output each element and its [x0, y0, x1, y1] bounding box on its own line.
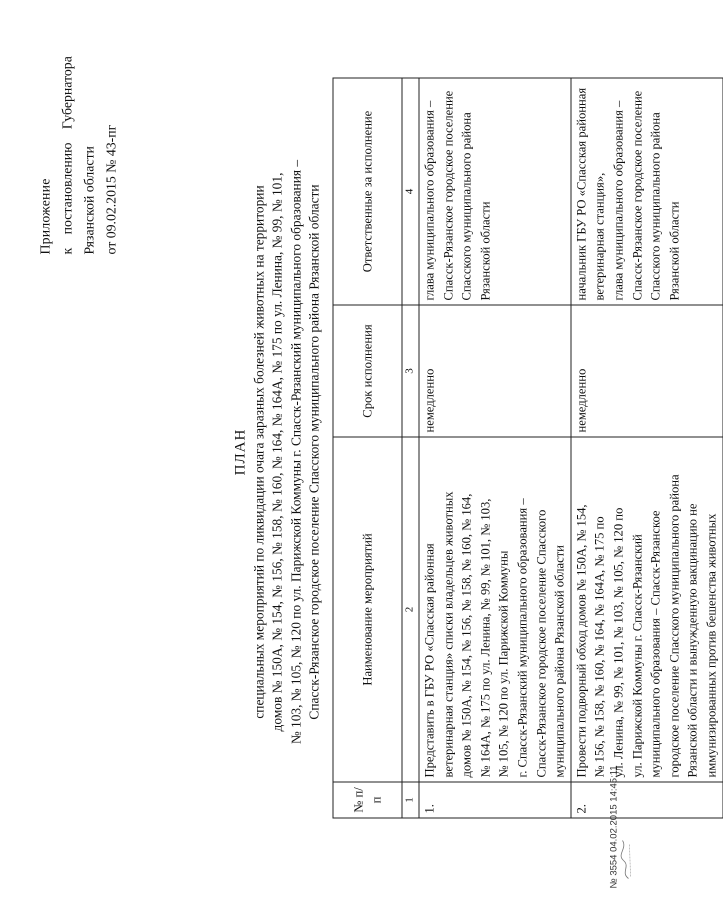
action-line: Рязанской области и вынужденную вакцинацию не — [685, 503, 700, 778]
responsible-line: Рязанской области — [667, 201, 682, 301]
table-row — [571, 78, 723, 818]
action-line: ул. Ленина, № 99, № 101, № 103, № 105, № 120 по — [611, 507, 626, 778]
action-line: муниципального образования – Спасск-Рязанское — [648, 510, 663, 778]
action-line: муниципального района Рязанской области — [552, 545, 567, 778]
responsible-line: ветеринарная станция», — [592, 172, 607, 301]
plan-table — [333, 78, 723, 819]
row-responsible — [419, 78, 571, 305]
action-line: № 105, № 120 по ул. Парижской Коммуны — [496, 550, 511, 778]
responsible-line: глава муниципального образования – — [422, 100, 437, 301]
action-line: № 156, № 158, № 160, № 164, № 164А, № 175 по — [592, 516, 607, 778]
appendix-line-2: к постановлению Губернатора — [59, 56, 75, 255]
column-number-row — [402, 78, 419, 818]
plan-subtitle-line-2: домов № 150А, № 154, № 156, № 158, № 160, № 164, № 164А, № 175 по ул. Ленина, № 99, № 101, — [269, 172, 285, 732]
appendix-line-4: от 09.02.2015 № 43-пг — [103, 124, 119, 255]
action-line: г. Спасск-Рязанский муниципального образования – — [515, 498, 530, 778]
appendix-line-1: Приложение — [37, 178, 53, 255]
responsible-line: Спасск-Рязанское городское поселение — [441, 90, 456, 301]
responsible-line: Рязанской области — [478, 201, 493, 301]
row-action — [419, 437, 571, 782]
responsible-line: глава муниципального образования – — [611, 100, 626, 301]
responsible-line: Спасского муниципального района — [648, 112, 663, 301]
action-line: иммунизированных против бешенства животных — [704, 513, 719, 778]
row-deadline: немедленно — [419, 305, 571, 437]
action-line: Спасск-Рязанское городское поселение Спасского — [534, 509, 549, 778]
action-line: домов № 150А, № 154, № 156, № 158, № 160, № 164, — [459, 493, 474, 778]
responsible-line: Спасск-Рязанское городское поселение — [630, 90, 645, 301]
stamp-scribble-icon — [619, 839, 633, 881]
plan-subtitle-line-3: № 103, № 105, № 120 по ул. Парижской Коммуны г. Спасск-Рязанский муниципального образования – — [288, 159, 304, 745]
plan-subtitle-line-1: специальных мероприятий по ликвидации очага заразных болезней животных на территории — [251, 185, 267, 719]
plan-subtitle-line-4: Спасск-Рязанское городское поселение Спасского муниципального района Рязанской области — [306, 184, 322, 720]
row-responsible — [571, 78, 723, 305]
rotated-page — [1, 0, 719, 905]
plan-title — [231, 0, 324, 905]
action-line: городское поселение Спасского муниципального района — [667, 474, 682, 778]
appendix-line-3: Рязанской области — [81, 146, 97, 255]
action-line: № 164А, № 175 по ул. Ленина, № 99, № 101, № 103, — [478, 498, 493, 778]
row-deadline: немедленно — [571, 305, 723, 437]
document-reference: № 3554 04.02.2015 14:45:11 — [608, 765, 620, 889]
row-action — [571, 437, 723, 782]
action-line: ул. Парижской Коммуны г. Спасск-Рязанский — [630, 534, 645, 778]
responsible-line: начальник ГБУ РО «Спасская районная — [574, 87, 589, 301]
action-line: Провести подворный обход домов № 150А, № 154, — [574, 504, 589, 778]
action-line: ветеринарная станция» списки владельцев животных — [441, 491, 456, 778]
header-responsible: Ответственные за исполнение — [333, 78, 402, 305]
action-line: Представить в ГБУ РО «Спасская районная — [422, 543, 437, 778]
header-deadline: Срок исполнения — [333, 305, 402, 437]
row-number: 2. — [571, 782, 723, 818]
table-header-row — [333, 78, 402, 818]
col-number-4: 4 — [402, 78, 419, 305]
header-action: Наименование мероприятий — [333, 437, 402, 782]
col-number-3: 3 — [402, 305, 419, 437]
plan-heading: ПЛАН — [232, 428, 249, 476]
row-number: 1. — [419, 782, 571, 818]
appendix-block — [35, 15, 123, 255]
col-number-2: 2 — [402, 437, 419, 782]
header-num: № п/п — [333, 782, 402, 818]
col-number-1: 1 — [402, 782, 419, 818]
responsible-line: Спасского муниципального района — [459, 112, 474, 301]
table-row — [419, 78, 571, 818]
